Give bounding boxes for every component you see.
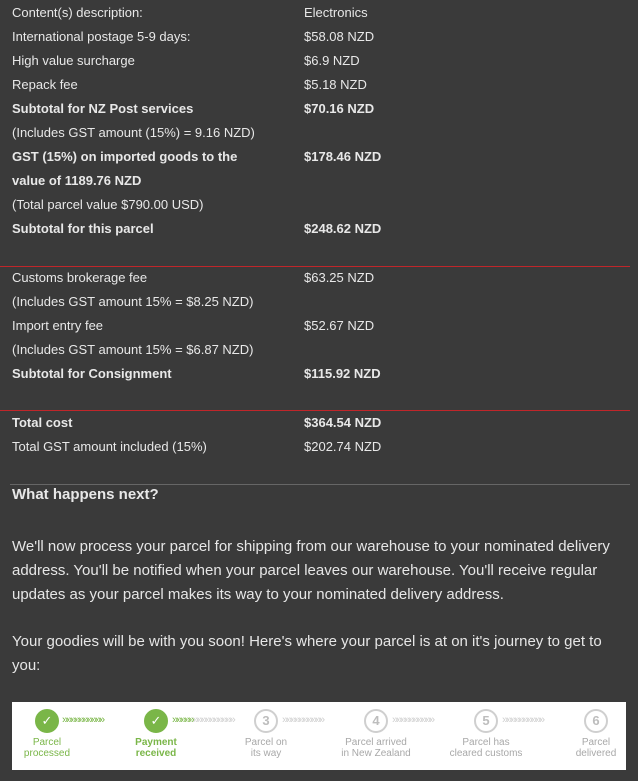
- next-steps-heading: What happens next?: [12, 486, 159, 503]
- cost-value: $5.18 NZD: [304, 77, 367, 92]
- subtotal-row: [12, 217, 628, 241]
- cost-value: $178.46 NZD: [304, 149, 382, 164]
- cost-value: $70.16 NZD: [304, 101, 375, 116]
- step-label: Parcel processed: [23, 737, 71, 759]
- cost-label: Import entry fee: [12, 318, 104, 333]
- step-number-icon: 5: [474, 709, 498, 733]
- cost-value: $364.54 NZD: [304, 415, 382, 430]
- cost-label: Subtotal for Consignment: [12, 366, 172, 381]
- step-number-icon: 6: [584, 709, 608, 733]
- cost-label: (Total parcel value $790.00 USD): [12, 197, 204, 212]
- step-label: Parcel has cleared customs: [449, 737, 523, 759]
- cost-value: $115.92 NZD: [304, 366, 381, 381]
- next-steps-paragraph: We'll now process your parcel for shipping from our warehouse to your nominated delivery address. You'll be notified when your parcel leaves our warehouse. You'll receive regular updates as your parcel makes its way to your nominated delivery address.: [12, 538, 610, 603]
- cost-label: Subtotal for this parcel: [12, 221, 154, 236]
- subtotal-row: [12, 362, 628, 386]
- step-parcel-on-its-way: [218, 709, 314, 759]
- cost-row-continued: [12, 169, 628, 193]
- progress-arrows: »»»»»»»»»»»»»»»: [172, 714, 234, 726]
- cost-value: $63.25 NZD: [304, 270, 375, 285]
- cost-value: $6.9 NZD: [304, 53, 360, 68]
- step-label: Parcel on its way: [244, 737, 288, 759]
- step-parcel-arrived-nz: [328, 709, 424, 759]
- subtotal-row: [12, 97, 628, 121]
- cost-label: High value surcharge: [12, 53, 135, 68]
- cost-label: GST (15%) on imported goods to the: [12, 149, 238, 164]
- cost-value: $52.67 NZD: [304, 318, 375, 333]
- progress-arrows: »»»»»»»»»»: [502, 714, 544, 726]
- cost-label: Repack fee: [12, 77, 78, 92]
- parcel-value-note-row: [12, 193, 628, 217]
- gst-note-row: [12, 338, 628, 362]
- step-label: Payment received: [135, 737, 177, 759]
- cost-label: International postage 5-9 days:: [12, 29, 191, 44]
- cost-label: Subtotal for NZ Post services: [12, 101, 194, 116]
- total-cost-row: [12, 411, 628, 435]
- cost-row: [12, 25, 628, 49]
- cost-label: Customs brokerage fee: [12, 270, 148, 285]
- step-label: Parcel delivered: [575, 737, 617, 759]
- parcel-progress-tracker: [12, 702, 626, 770]
- section-divider: [10, 484, 630, 485]
- step-parcel-delivered: [548, 709, 638, 759]
- cost-label: (Includes GST amount 15% = $8.25 NZD): [12, 294, 254, 309]
- progress-arrows: »»»»»»»»»»: [62, 714, 104, 726]
- cost-label: Total cost: [12, 415, 73, 430]
- cost-row: [12, 1, 628, 25]
- cost-row: [12, 49, 628, 73]
- step-parcel-processed: [0, 709, 95, 759]
- journey-paragraph: Your goodies will be with you soon! Here's where your parcel is at on it's journey to get to you:: [12, 633, 602, 674]
- cost-label: Total GST amount included (15%): [12, 439, 207, 454]
- cost-label: (Includes GST amount (15%) = 9.16 NZD): [12, 125, 255, 140]
- gst-note-row: [12, 121, 628, 145]
- cost-label: Content(s) description:: [12, 5, 143, 20]
- step-label: Parcel arrived in New Zealand: [341, 737, 411, 759]
- check-icon: ✓: [35, 709, 59, 733]
- cost-value: $202.74 NZD: [304, 439, 382, 454]
- total-gst-row: [12, 435, 628, 459]
- step-cleared-customs: [438, 709, 534, 759]
- cost-row: [12, 314, 628, 338]
- cost-label: value of 1189.76 NZD: [12, 173, 142, 188]
- cost-value: Electronics: [304, 5, 368, 20]
- cost-value: $248.62 NZD: [304, 221, 382, 236]
- gst-note-row: [12, 290, 628, 314]
- cost-row: [12, 145, 628, 169]
- progress-arrows: »»»»»»»»»»: [282, 714, 324, 726]
- progress-arrows: »»»»»»»»»»: [392, 714, 434, 726]
- step-payment-received: [108, 709, 204, 759]
- check-icon: ✓: [144, 709, 168, 733]
- cost-row: [12, 266, 628, 290]
- cost-label: (Includes GST amount 15% = $6.87 NZD): [12, 342, 254, 357]
- cost-value: $58.08 NZD: [304, 29, 375, 44]
- step-number-icon: 4: [364, 709, 388, 733]
- cost-row: [12, 73, 628, 97]
- step-number-icon: 3: [254, 709, 278, 733]
